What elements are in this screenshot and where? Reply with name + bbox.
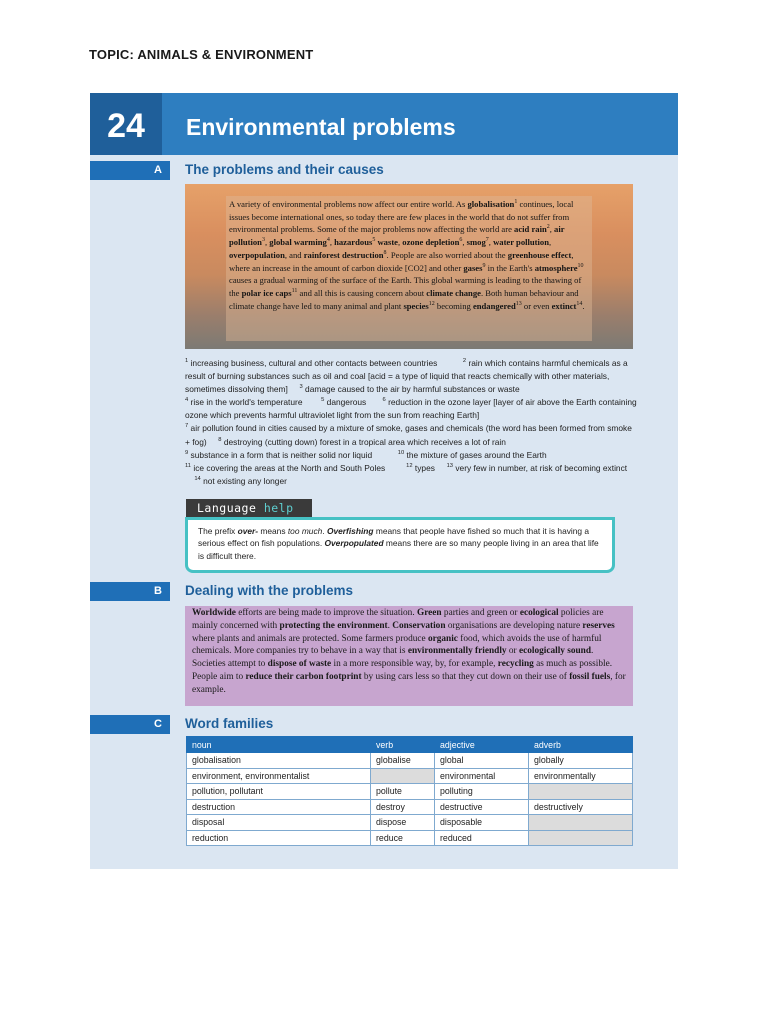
table-cell: environmental bbox=[435, 768, 529, 784]
table-cell: destruction bbox=[187, 799, 371, 815]
table-cell: pollute bbox=[371, 784, 435, 800]
glossary-notes: $^1$ increasing business, cultural and other contacts between countries $^2$ rain which contains harmful chemicals as a result of burning substances such as oil and coal [acid = a type of liquid that reacts chemically with other materials, sometimes dissolving them] $^3$ damage caused to the air by harmful substances or waste $^4$ rise in the world's temperature $^5$ dangerous $^6$ reduction in the ozone layer [layer of air above the Earth containing ozone which prevents harmful ultraviolet light from the sun from reaching Earth] $^7$ air pollution found in cities caused by a mixture of smoke, gases and chemicals (the word has been formed from smoke + fog) $^8$ destroying (cutting down) forest in a tropical area which receives a lot of rain $^9$ substance in a form that is neither solid nor liquid $^{10}$ the mixture of gases around the Earth $^{11}$ ice covering the areas at the North and South Poles $^{12}$ types $^{13}$ very few in number, at risk of becoming extinct $^{14}$ not existing any longer bbox=[185, 358, 637, 486]
table-cell: pollution, pollutant bbox=[187, 784, 371, 800]
table-cell: destructively bbox=[529, 799, 633, 815]
header-adverb: adverb bbox=[529, 737, 633, 753]
dealing-passage: Worldwide efforts are being made to improve the situation. Green parties and green or ecological policies are mainly concerned with protecting the environment. Conservation organisations are developing nature reserves where plants and animals are protected. Some farmers produce organic food, which avoids the use of harmful chemicals. More companies try to behave in a way that is environmentally friendly or ecologically sound. Societies attempt to dispose of waste in a more responsible way, by, for example, recycling as much as possible. People aim to reduce their carbon footprint by using cars less so that they cut down on their use of fossil fuels, for example. bbox=[185, 606, 633, 706]
header-verb: verb bbox=[371, 737, 435, 753]
table-row bbox=[187, 799, 633, 815]
table-cell: destructive bbox=[435, 799, 529, 815]
reading-passage: A variety of environmental problems now affect our entire world. As globalisation$^1$ continues, local issues become international ones, so today there are few places in the world that do not suffer from environmental problems. Some of the major problems now affecting the world are acid rain$^2$, air pollution$^3$, global warming$^4$, hazardous$^5$ waste, ozone depletion$^6$, smog$^7$, water pollution, overpopulation, and rainforest destruction$^8$. People are also worried about the greenhouse effect, where an increase in the amount of carbon dioxide [CO2] and other gases$^9$ in the Earth's atmosphere$^{10}$ causes a gradual warming of the surface of the Earth. This global warming is leading to the thawing of the polar ice caps$^{11}$ and all this is causing concern about climate change. Both human behaviour and climate change have led to many animal and plant species$^{12}$ becoming endangered$^{13}$ or even extinct$^{14}$. bbox=[226, 196, 592, 341]
language-help-label: Language bbox=[197, 501, 257, 515]
table-cell: polluting bbox=[435, 784, 529, 800]
table-cell-empty bbox=[529, 815, 633, 831]
table-cell-empty bbox=[529, 784, 633, 800]
table-cell: destroy bbox=[371, 799, 435, 815]
unit-number: 24 bbox=[90, 93, 162, 155]
table-header-row bbox=[187, 737, 633, 753]
table-cell: disposable bbox=[435, 815, 529, 831]
table-row bbox=[187, 830, 633, 846]
language-help-label-accent: help bbox=[263, 501, 294, 515]
unit-header bbox=[90, 93, 678, 155]
section-a-title: The problems and their causes bbox=[185, 162, 384, 177]
table-cell: dispose bbox=[371, 815, 435, 831]
table-cell: reduced bbox=[435, 830, 529, 846]
table-cell: global bbox=[435, 753, 529, 769]
table-cell-empty bbox=[529, 830, 633, 846]
table-row bbox=[187, 768, 633, 784]
section-c-title: Word families bbox=[185, 716, 274, 731]
textbook-page bbox=[90, 93, 678, 869]
unit-title: Environmental problems bbox=[186, 114, 456, 140]
table-cell: globalisation bbox=[187, 753, 371, 769]
table-cell: disposal bbox=[187, 815, 371, 831]
table-row bbox=[187, 753, 633, 769]
language-help-tab bbox=[186, 499, 312, 518]
table-row bbox=[187, 815, 633, 831]
table-cell: environmentally bbox=[529, 768, 633, 784]
table-cell: environment, environmentalist bbox=[187, 768, 371, 784]
table-cell: globalise bbox=[371, 753, 435, 769]
section-c-tab: C bbox=[90, 715, 170, 734]
section-b-tab: B bbox=[90, 582, 170, 601]
table-row bbox=[187, 784, 633, 800]
table-cell-empty bbox=[371, 768, 435, 784]
table-cell: reduction bbox=[187, 830, 371, 846]
topic-heading: TOPIC: ANIMALS & ENVIRONMENT bbox=[89, 47, 314, 62]
header-noun: noun bbox=[187, 737, 371, 753]
section-a-tab: A bbox=[90, 161, 170, 180]
word-families-table bbox=[186, 736, 633, 846]
header-adjective: adjective bbox=[435, 737, 529, 753]
language-help-box: The prefix over- means too much. Overfishing means that people have fished so much that it is having a serious effect on fish populations. Overpopulated means there are so many people living in an area that life is difficult there. bbox=[185, 517, 615, 573]
table-cell: reduce bbox=[371, 830, 435, 846]
section-b-title: Dealing with the problems bbox=[185, 583, 354, 598]
table-cell: globally bbox=[529, 753, 633, 769]
city-smog-photo bbox=[185, 184, 633, 349]
